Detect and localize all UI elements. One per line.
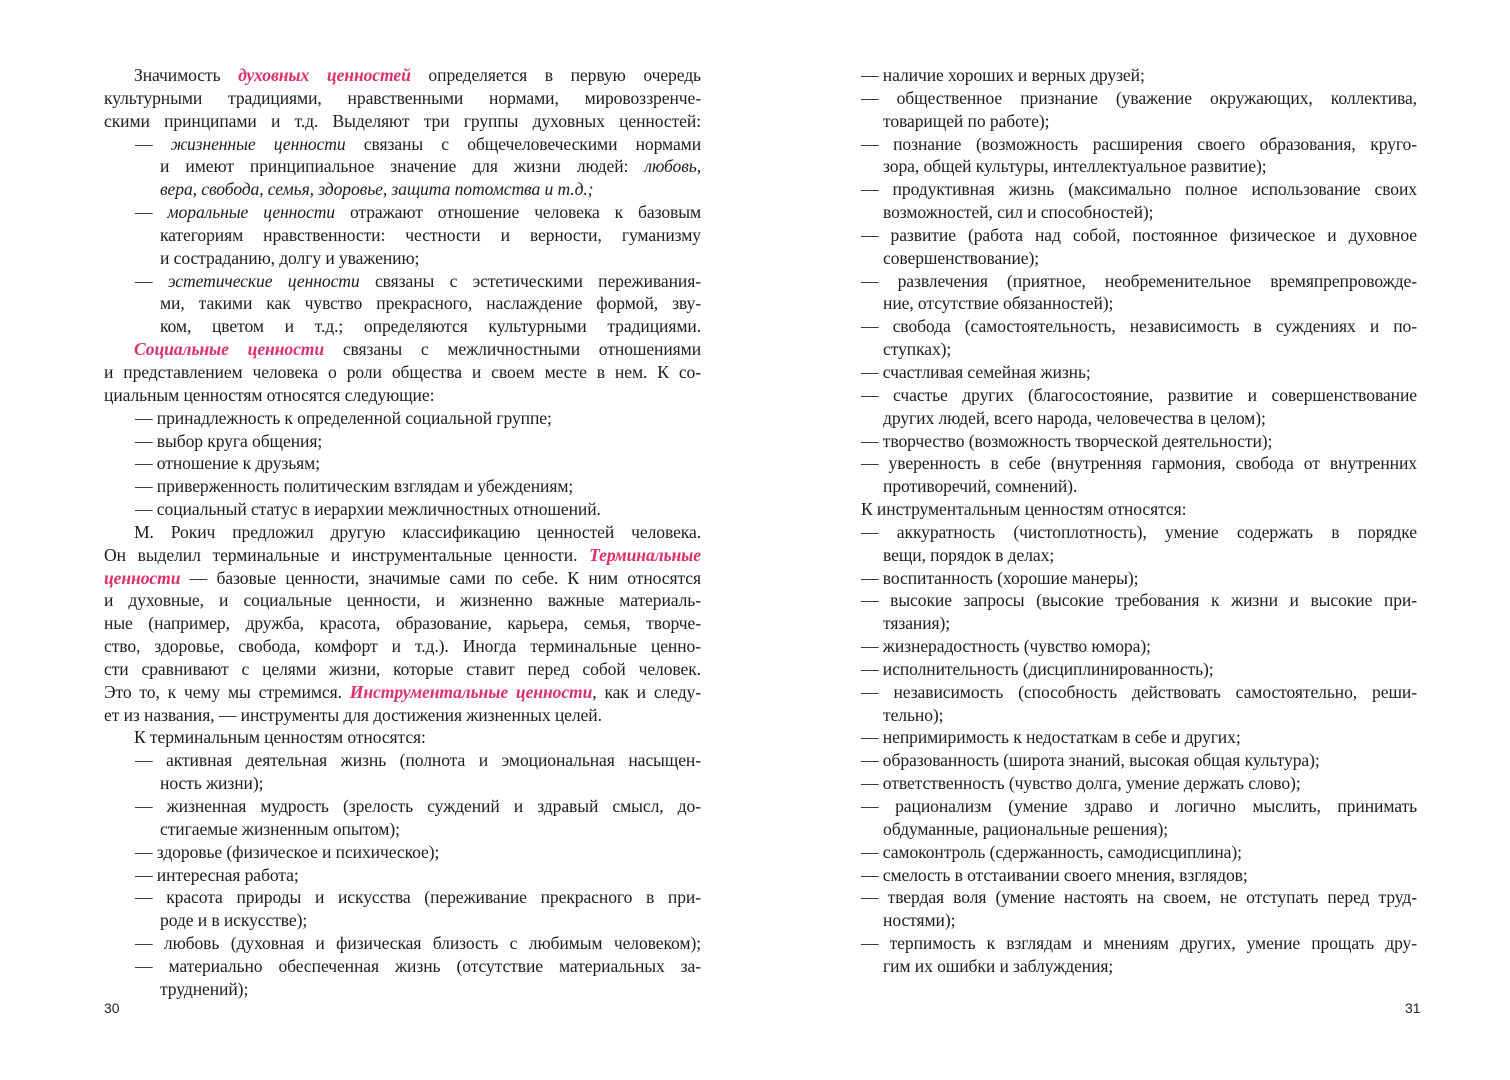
text-run: — приверженность политическим взглядам и убеждениям; bbox=[135, 476, 574, 497]
text-run: — развлечения (приятное, необременительное времяпрепровожде- bbox=[861, 270, 1417, 291]
text-line bbox=[104, 658, 701, 681]
text-line bbox=[104, 247, 701, 270]
text-line bbox=[861, 932, 1417, 955]
text-line bbox=[861, 749, 1417, 772]
text-line bbox=[861, 430, 1417, 453]
text-run: категориям нравственности: честности и верности, гуманизму bbox=[160, 224, 701, 245]
text-line bbox=[861, 201, 1417, 224]
text-run: — наличие хороших и верных друзей; bbox=[861, 65, 1145, 85]
italic-term: любовь, bbox=[644, 156, 701, 177]
text-run: ность жизни); bbox=[160, 773, 264, 794]
text-run: — аккуратность (чистоплотность), умение содержать в порядке bbox=[861, 521, 1417, 542]
text-run: и имеют принципиальное значение для жизни людей: bbox=[160, 156, 645, 177]
text-line bbox=[861, 452, 1417, 475]
text-run: вещи, порядок в делах; bbox=[883, 544, 1055, 565]
text-run: — продуктивная жизнь (максимально полное использование своих bbox=[861, 179, 1417, 200]
text-run: — творчество (возможность творческой деятельности); bbox=[861, 430, 1273, 451]
text-line bbox=[861, 133, 1417, 156]
text-line bbox=[861, 772, 1417, 795]
text-run: — воспитанность (хорошие манеры); bbox=[861, 567, 1139, 588]
text-run: — базовые ценности, значимые сами по себе. К ним относятся bbox=[180, 567, 701, 588]
text-line bbox=[861, 589, 1417, 612]
text-line bbox=[104, 224, 701, 247]
text-run: тязания); bbox=[883, 613, 951, 634]
text-run: гим их ошибки и заблуждения; bbox=[883, 955, 1114, 976]
text-line bbox=[104, 361, 701, 384]
text-run: определяется в первую очередь bbox=[410, 65, 701, 85]
highlighted-term: духовных ценностей bbox=[238, 65, 411, 85]
text-line bbox=[104, 909, 701, 932]
text-run: ком, цветом и т.д.; определяются культурными традициями. bbox=[160, 316, 701, 337]
text-line bbox=[104, 87, 701, 110]
text-run: циальным ценностям относятся следующие: bbox=[104, 384, 435, 405]
text-line bbox=[861, 704, 1417, 727]
text-run: — любовь (духовная и физическая близость с любимым человеком); bbox=[135, 933, 701, 954]
text-line bbox=[104, 498, 701, 521]
text-line bbox=[861, 292, 1417, 315]
text-line bbox=[104, 841, 701, 864]
text-line bbox=[861, 841, 1417, 864]
text-line bbox=[861, 567, 1417, 590]
highlighted-term: Инструментальные ценности bbox=[349, 681, 593, 702]
text-run: ет из названия, — инструменты для достижения жизненных целей. bbox=[104, 704, 602, 725]
text-line bbox=[861, 818, 1417, 841]
text-run: — жизнерадостность (чувство юмора); bbox=[861, 636, 1151, 657]
text-line bbox=[861, 726, 1417, 749]
text-line bbox=[104, 818, 701, 841]
highlighted-term: Терминальные bbox=[589, 544, 701, 565]
text-run: — счастливая семейная жизнь; bbox=[861, 361, 1091, 382]
text-run: ностями); bbox=[883, 910, 956, 931]
text-line bbox=[104, 452, 701, 475]
text-line bbox=[861, 338, 1417, 361]
text-run: — самоконтроль (сдержанность, самодисциплина); bbox=[861, 841, 1242, 862]
text-line bbox=[104, 932, 701, 955]
text-line bbox=[104, 726, 701, 749]
text-run: ние, отсутствие обязанностей); bbox=[883, 293, 1114, 314]
text-run: обдуманные, рациональные решения); bbox=[883, 818, 1168, 839]
text-line bbox=[861, 64, 1417, 87]
text-run: — исполнительность (дисциплинированность); bbox=[861, 658, 1214, 679]
text-run: и духовные, и социальные ценности, и жизненно важные материаль- bbox=[104, 590, 701, 611]
text-line bbox=[104, 704, 701, 727]
text-run: возможностей, сил и способностей); bbox=[883, 202, 1154, 223]
text-run: труднений); bbox=[160, 978, 249, 999]
text-run: — непримиримость к недостаткам в себе и других; bbox=[861, 727, 1241, 748]
text-line bbox=[861, 224, 1417, 247]
text-line bbox=[861, 247, 1417, 270]
text-run: Он выделил терминальные и инструментальные ценности. bbox=[104, 544, 590, 565]
text-run: зора, общей культуры, интеллектуальное развитие); bbox=[883, 156, 1267, 177]
text-run: — твердая воля (умение настоять на своем, не отступать перед труд- bbox=[861, 887, 1417, 908]
text-line bbox=[861, 795, 1417, 818]
text-line bbox=[861, 612, 1417, 635]
text-run: — образованность (широта знаний, высокая общая культура); bbox=[861, 750, 1320, 771]
text-line bbox=[104, 864, 701, 887]
left-page-text bbox=[104, 64, 701, 1001]
text-run: — общественное признание (уважение окружающих, коллектива, bbox=[861, 87, 1417, 108]
text-run: связаны с эстетическими переживания- bbox=[359, 270, 701, 291]
highlighted-term: Социальные ценности bbox=[134, 339, 325, 360]
text-run: связаны с межличностными отношениями bbox=[324, 339, 702, 360]
text-line bbox=[104, 567, 701, 590]
text-line bbox=[104, 612, 701, 635]
text-run: — красота природы и искусства (переживание прекрасного в при- bbox=[135, 887, 701, 908]
text-run: , как и следу- bbox=[592, 681, 701, 702]
page-number-left: 30 bbox=[104, 1000, 120, 1016]
text-line bbox=[861, 635, 1417, 658]
text-line bbox=[861, 681, 1417, 704]
text-line bbox=[861, 955, 1417, 978]
text-run: противоречий, сомнений). bbox=[883, 476, 1078, 497]
text-run: — рационализм (умение здраво и логично мыслить, принимать bbox=[861, 796, 1417, 816]
right-page bbox=[755, 0, 1510, 1080]
text-run: — высокие запросы (высокие требования к жизни и высокие при- bbox=[861, 590, 1417, 611]
text-run: — здоровье (физическое и психическое); bbox=[135, 841, 440, 862]
page-number-right: 31 bbox=[1405, 1000, 1421, 1016]
text-run: Значимость bbox=[134, 65, 239, 85]
text-run: — bbox=[135, 202, 168, 223]
text-line bbox=[861, 475, 1417, 498]
text-run: — уверенность в себе (внутренняя гармония, свобода от внутренних bbox=[861, 453, 1417, 474]
text-line bbox=[104, 772, 701, 795]
text-line bbox=[861, 87, 1417, 110]
text-line bbox=[861, 521, 1417, 544]
text-line bbox=[861, 407, 1417, 430]
text-line bbox=[861, 155, 1417, 178]
text-run: совершенствование); bbox=[883, 247, 1040, 268]
text-run: тельно); bbox=[883, 704, 944, 725]
text-run: отражают отношение человека к базовым bbox=[335, 202, 701, 223]
text-run: ми, такими как чувство прекрасного, наслаждение формой, зву- bbox=[160, 293, 701, 314]
text-line bbox=[104, 795, 701, 818]
text-run: сти сравнивают с целями жизни, которые ставит перед собой человек. bbox=[104, 658, 701, 679]
text-run: — терпимость к взглядам и мнениям других, умение прощать дру- bbox=[861, 933, 1417, 954]
text-run: и представлением человека о роли общества и своем месте в нем. К со- bbox=[104, 361, 701, 382]
text-run: стигаемые жизненным опытом); bbox=[160, 818, 400, 839]
text-line bbox=[104, 133, 701, 156]
italic-term: жизненные ценности bbox=[170, 133, 346, 154]
text-run: ные (например, дружба, красота, образование, карьера, семья, творче- bbox=[104, 613, 701, 634]
right-page-text bbox=[861, 64, 1417, 978]
text-run: связаны с общечеловеческими нормами bbox=[345, 133, 702, 154]
text-run: — независимость (способность действовать самостоятельно, реши- bbox=[861, 681, 1417, 702]
text-line bbox=[861, 658, 1417, 681]
text-line bbox=[104, 886, 701, 909]
text-line bbox=[861, 384, 1417, 407]
text-run: культурными традициями, нравственными нормами, мировоззренче- bbox=[104, 87, 701, 108]
text-line bbox=[104, 407, 701, 430]
text-line bbox=[861, 110, 1417, 133]
text-line bbox=[861, 909, 1417, 932]
text-run: — bbox=[135, 133, 171, 154]
text-line bbox=[861, 544, 1417, 567]
text-run: — смелость в отстаивании своего мнения, взглядов; bbox=[861, 864, 1248, 885]
text-run: — выбор круга общения; bbox=[135, 430, 323, 451]
text-line bbox=[104, 270, 701, 293]
text-line bbox=[104, 64, 701, 87]
text-run: и состраданию, долгу и уважению; bbox=[160, 247, 420, 268]
text-line bbox=[104, 681, 701, 704]
text-run: ступках); bbox=[883, 339, 952, 360]
italic-term: моральные ценности bbox=[167, 202, 336, 223]
text-line bbox=[104, 430, 701, 453]
text-run: К инструментальным ценностям относятся: bbox=[861, 499, 1187, 520]
text-run: — жизненная мудрость (зрелость суждений и здравый смысл, до- bbox=[135, 796, 701, 816]
text-run: — bbox=[135, 270, 168, 291]
text-run: — отношение к друзьям; bbox=[135, 453, 320, 474]
text-run: — активная деятельная жизнь (полнота и эмоциональная насыщен- bbox=[135, 750, 701, 771]
text-run: товарищей по работе); bbox=[883, 110, 1050, 131]
text-line bbox=[104, 955, 701, 978]
text-line bbox=[861, 886, 1417, 909]
text-run: — социальный статус в иерархии межличностных отношений. bbox=[135, 499, 601, 520]
text-line bbox=[861, 498, 1417, 521]
text-line bbox=[861, 270, 1417, 293]
text-run: скими принципами и т.д. Выделяют три группы духовных ценностей: bbox=[104, 110, 701, 131]
text-run: — счастье других (благосостояние, развитие и совершенствование bbox=[861, 384, 1417, 405]
text-run: К терминальным ценностям относятся: bbox=[134, 727, 426, 748]
text-line bbox=[861, 178, 1417, 201]
text-run: — развитие (работа над собой, постоянное физическое и духовное bbox=[861, 224, 1417, 245]
text-run: — принадлежность к определенной социальной группе; bbox=[135, 407, 552, 428]
italic-term: эстетические ценности bbox=[167, 270, 360, 291]
text-line bbox=[104, 589, 701, 612]
text-run: Это то, к чему мы стремимся. bbox=[104, 681, 350, 702]
text-line bbox=[104, 201, 701, 224]
text-line bbox=[104, 155, 701, 178]
text-run: роде и в искусстве); bbox=[160, 910, 308, 931]
text-run: — интересная работа; bbox=[135, 864, 299, 885]
text-line bbox=[104, 315, 701, 338]
text-run: — познание (возможность расширения своего образования, круго- bbox=[861, 133, 1417, 154]
text-run: — свобода (самостоятельность, независимость в суждениях и по- bbox=[861, 316, 1417, 337]
italic-term: вера, свобода, семья, здоровье, защита потомства и т.д.; bbox=[160, 179, 594, 200]
text-line bbox=[861, 864, 1417, 887]
text-line bbox=[861, 315, 1417, 338]
text-line bbox=[104, 521, 701, 544]
text-line bbox=[861, 361, 1417, 384]
highlighted-term: ценности bbox=[104, 567, 181, 588]
text-run: М. Рокич предложил другую классификацию ценностей человека. bbox=[134, 521, 701, 542]
text-line bbox=[104, 749, 701, 772]
text-run: — материально обеспеченная жизнь (отсутствие материальных за- bbox=[135, 955, 701, 976]
text-line bbox=[104, 110, 701, 133]
text-line bbox=[104, 475, 701, 498]
text-line bbox=[104, 544, 701, 567]
text-line bbox=[104, 292, 701, 315]
text-line bbox=[104, 384, 701, 407]
text-line bbox=[104, 635, 701, 658]
text-run: — ответственность (чувство долга, умение держать слово); bbox=[861, 773, 1301, 794]
text-line bbox=[104, 178, 701, 201]
text-run: ство, здоровье, свобода, комфорт и т.д.). Иногда терминальные ценно- bbox=[104, 636, 701, 657]
text-run: других людей, всего народа, человечества в целом); bbox=[883, 407, 1266, 428]
text-line bbox=[104, 338, 701, 361]
text-line bbox=[104, 978, 701, 1001]
